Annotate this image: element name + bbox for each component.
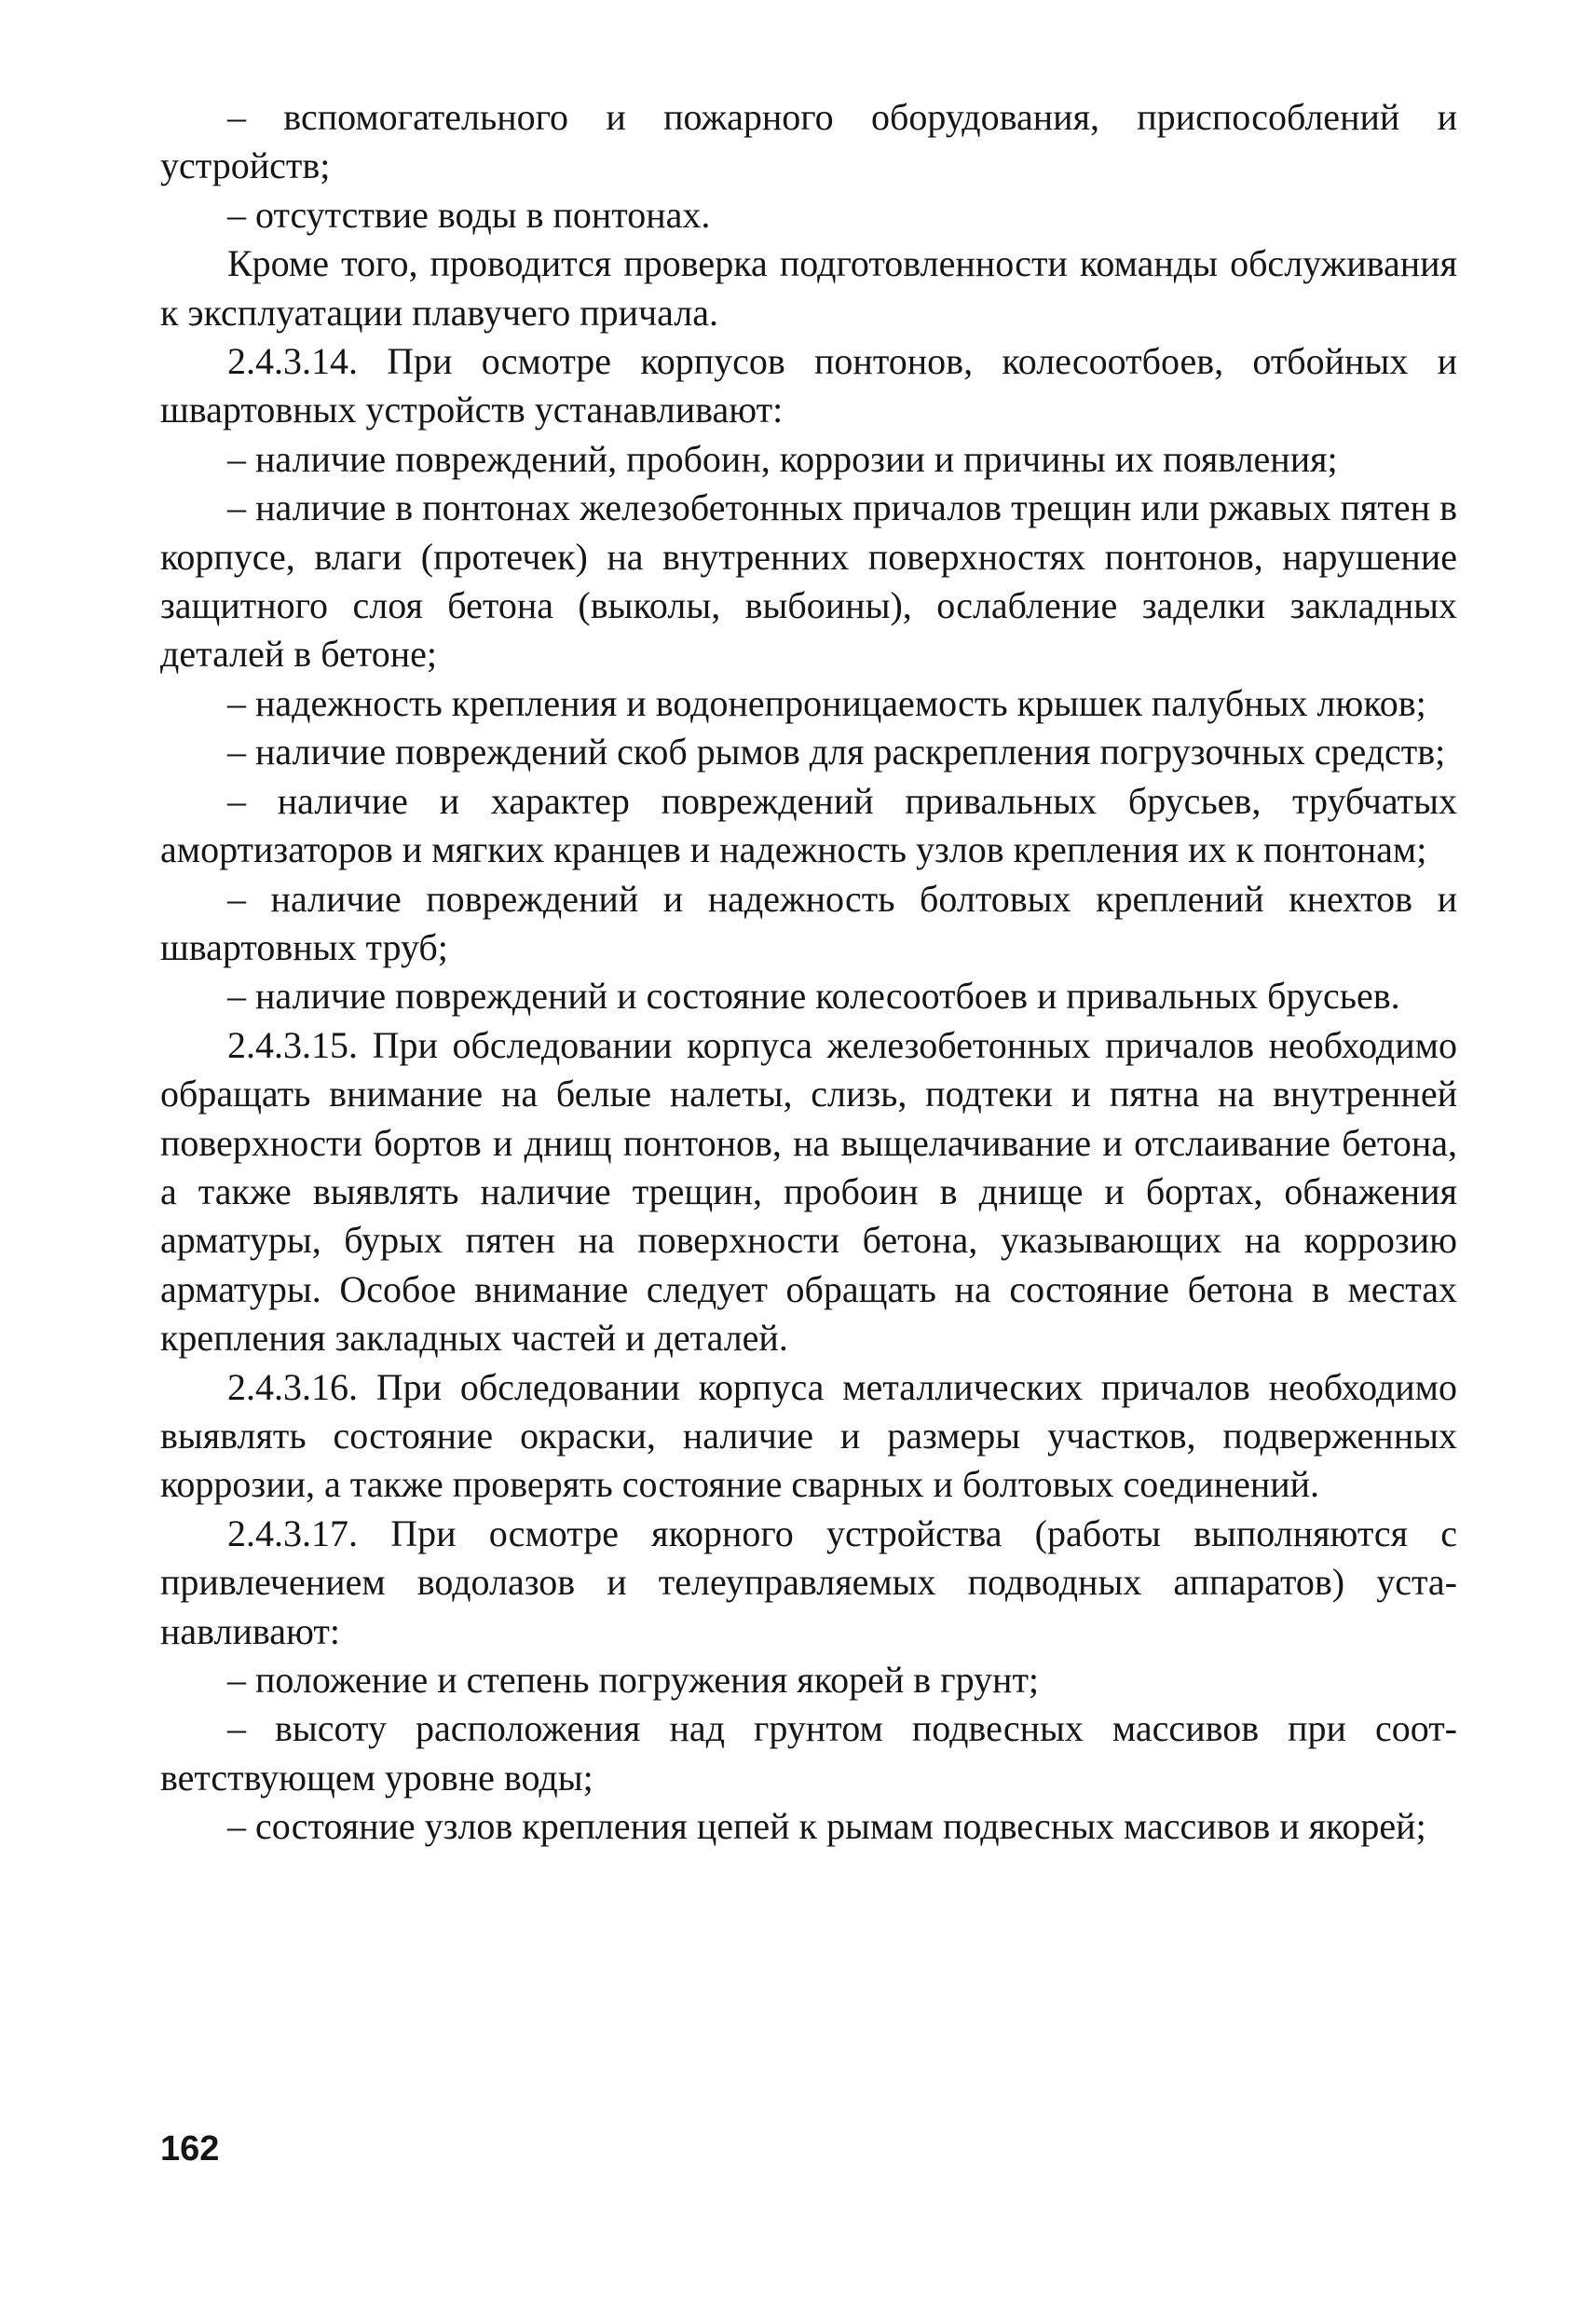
paragraph-fenders-item: – наличие и характер повреждений привальных брусьев, трубчатых амортизаторов и мягких кранцев и надежность узлов крепления их к понтонам;	[160, 779, 1457, 871]
page-text	[160, 93, 1457, 1852]
paragraph-suspended-mass-item: – высоту расположения над грунтом подвесных массивов при соответствующем уровне воды;	[160, 1707, 1457, 1799]
paragraph-bollards-item: – наличие повреждений и надежность болтовых креплений кнехтов и швартовных труб;	[160, 877, 1457, 968]
paragraph-2-4-3-15: 2.4.3.15. При обследовании корпуса железобетонных причалов необходимо обращать внимание на белые налеты, слизь, подтеки и пятна на внутренней поверхности бортов и днищ понтонов, на выщелачивание и отслаивание бетона, а также выявлять наличие трещин, пробоин в днище и бортах, обнажения арматуры, бурых пятен на поверхности бетона, указывающих на коррозию арматуры. Особое внимание следует обращать на состояние бетона в местах крепления закладных частей и деталей.	[160, 1023, 1457, 1360]
paragraph-damage-item: – наличие повреждений, пробоин, коррозии и причины их появления;	[227, 437, 1338, 480]
paragraph-chain-fastening-item: – состояние узлов крепления цепей к рымам подвесных массивов и якорей;	[227, 1805, 1426, 1848]
paragraph-2-4-3-14: 2.4.3.14. При осмотре корпусов понтонов, колесоотбоев, отбойных и швартовных устройств устанавливают:	[160, 340, 1457, 431]
paragraph-hatch-item: – надежность крепления и водонепроницаемость крышек палубных люков;	[227, 681, 1426, 724]
paragraph-wheel-guards-item: – наличие повреждений и состояние колесоотбоев и привальных брусьев.	[227, 975, 1400, 1018]
page-number: 162	[160, 2129, 220, 2168]
paragraph-brackets-item: – наличие повреждений скоб рымов для раскрепления погрузочных средств;	[227, 731, 1446, 773]
paragraph-equipment-item: – вспомогательного и пожарного оборудования, приспособлений и устройств;	[160, 96, 1457, 187]
paragraph-crew-check: Кроме того, проводится проверка подготовленности команды обслуживания к эксплуатации плавучего причала.	[160, 242, 1457, 334]
paragraph-no-water-item: – отсутствие воды в понтонах.	[227, 193, 711, 236]
paragraph-2-4-3-16: 2.4.3.16. При обследовании корпуса металлических причалов необходимо выявлять состояние окраски, наличие и размеры участков, подверженных коррозии, а также проверять состояние сварных и болтовых соединений.	[160, 1365, 1457, 1506]
paragraph-anchor-position-item: – положение и степень погружения якорей в грунт;	[227, 1659, 1040, 1701]
paragraph-cracks-item: – наличие в понтонах железобетонных причалов трещин или ржавых пятен в корпусе, влаги (протечек) на внутренних поверхностях понтонов, нарушение защитного слоя бетона (выколы, выбоины), ослабление заделки закладных деталей в бетоне;	[160, 486, 1457, 676]
paragraph-2-4-3-17: 2.4.3.17. При осмотре якорного устройства (работы выполняются с привлечением водолазов и телеуправляемых подводных аппаратов) устанавливают:	[160, 1512, 1457, 1652]
